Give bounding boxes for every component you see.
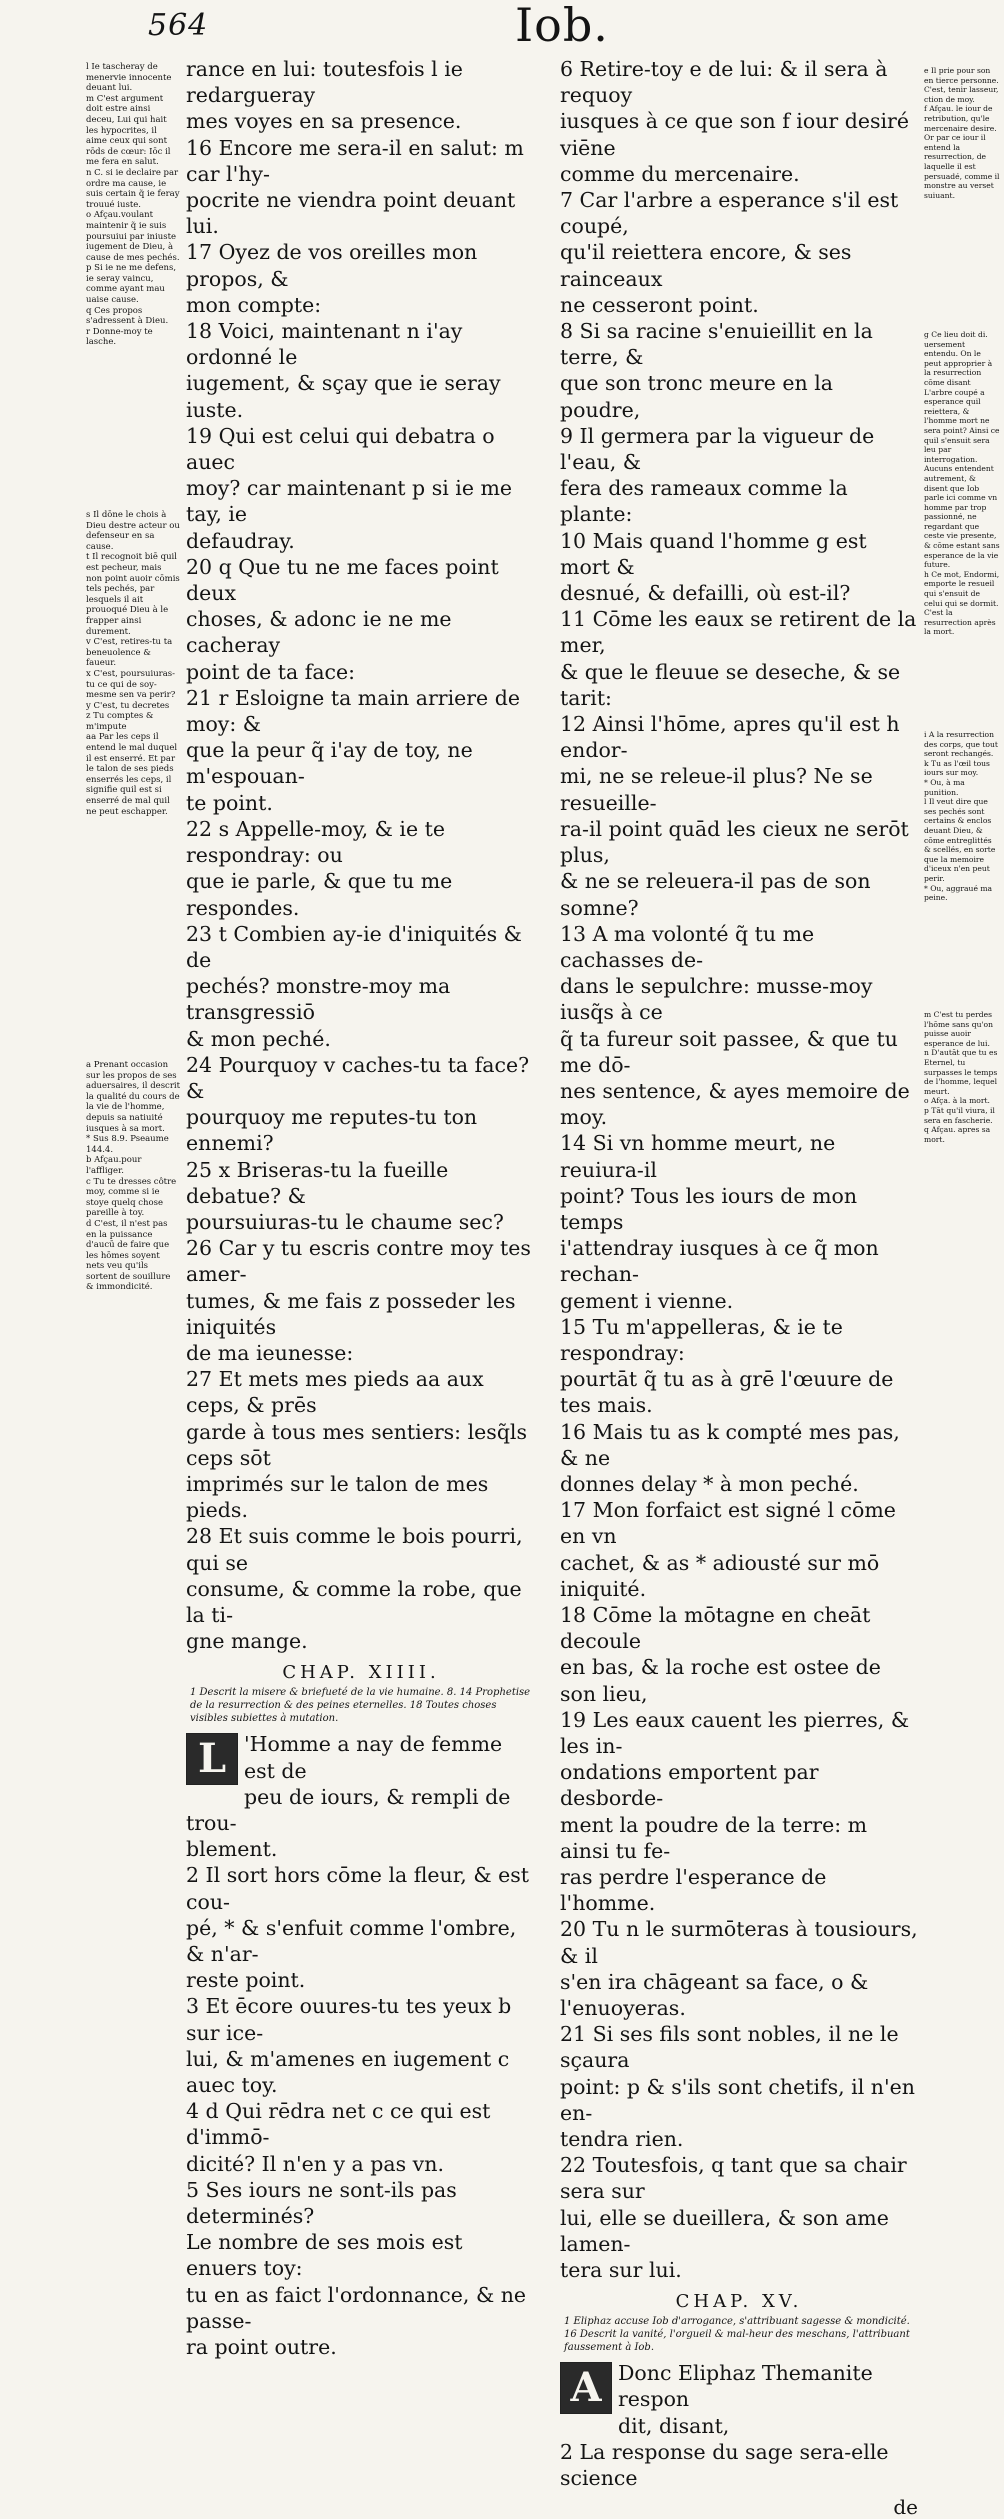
margin-note: c Tu te dresses côtre moy, comme si ie stoye quelq chose pareille à toy. (86, 1176, 177, 1219)
verse-line: 14 Si vn homme meurt, ne reuiura-il (560, 1131, 836, 1182)
verse-line: 28 Et suis comme le bois pourri, qui se (186, 1524, 523, 1575)
verse-line: peu de iours, & rempli de trou- (186, 1784, 511, 1835)
margin-note: i A la resurrection des corps, que tout seront rechangés. (924, 730, 998, 759)
left-text-column (186, 56, 536, 2360)
verse-line: 20 Tu n le surmōteras à tousiours, & il (560, 1917, 918, 1968)
left-margin-notes-middle (86, 510, 180, 817)
verse-line: Le nombre de ses mois est enuers toy: (186, 2230, 463, 2281)
verse-line: 17 Mon forfaict est signé l cōme en vn (560, 1498, 896, 1549)
verse-line: 12 Ainsi l'hōme, apres qu'il est h endor- (560, 712, 900, 763)
right-text-column (560, 56, 918, 2519)
margin-note: o Afçau.voulant maintenir q̃ ie suis poursuiui par iniuste iugement de Dieu, à cause de mes pechés. (86, 210, 180, 263)
verse-line: dit, disant, (618, 2413, 730, 2438)
verse-line: ne cesseront point. (560, 292, 759, 317)
verse-line: & ne se releuera-il pas de son somne? (560, 869, 871, 920)
chapter-13-verses (186, 56, 536, 1654)
verse-line: que la peur q̃ i'ay de toy, ne m'espouan- (186, 738, 473, 789)
chapter-15-verses (560, 2439, 918, 2491)
chapter-14-heading: CHAP. XIIII. (282, 1662, 440, 1684)
left-margin-notes-top (86, 62, 180, 348)
right-margin-notes-upper-middle (924, 330, 1000, 637)
verse-line: 15 Tu m'appelleras, & ie te respondray: (560, 1314, 843, 1365)
verse-line: 6 Retire-toy e de lui: & il sera à requoy (560, 57, 888, 108)
verse-line: 18 Cōme la mōtagne en cheāt decoule (560, 1602, 871, 1654)
verse-line: 9 Il germera par la vigueur de l'eau, & (560, 423, 875, 475)
margin-note: m C'est tu perdes l'hōme sans qu'on puisse auoir esperance de lui. (924, 1010, 994, 1048)
verse-line: i'attendray iusques à ce q̃ mon rechan- (560, 1236, 879, 1287)
verse-line: & mon peché. (186, 1026, 331, 1051)
verse-line: comme du mercenaire. (560, 161, 800, 186)
verse-line: qu'il reiettera encore, & ses rainceaux (560, 240, 852, 291)
margin-note: e Il prie pour son en tierce personne. C'est, tenir lasseur, ction de moy. (924, 66, 999, 104)
margin-note: aa Par les ceps il entend le mal duquel il est enserré. Et par le talon de ses pieds enserrés les ceps, il signifie quil est si enserré de mal quil ne peut eschapper. (86, 732, 178, 817)
verse-line: lui, elle se dueillera, & son ame lamen- (560, 2205, 889, 2256)
verse-line: 25 x Briseras-tu la fueille debatue? & (186, 1157, 449, 1208)
verse-line: 19 Les eaux cauent les pierres, & les in- (560, 1707, 910, 1758)
verse-line: que ie parle, & que tu me respondes. (186, 869, 453, 920)
verse-line: pourquoy me reputes-tu ton ennemi? (186, 1105, 478, 1156)
chapter-15-heading: CHAP. XV. (675, 2291, 803, 2313)
margin-note: v C'est, retires-tu ta beneuolence & faueur. (86, 637, 173, 669)
margin-note: y C'est, tu decretes (86, 700, 170, 711)
verse-line: 26 Car y tu escris contre moy tes amer- (186, 1236, 531, 1287)
verse-line: pocrite ne viendra point deuant lui. (186, 188, 516, 239)
verse-line: choses, & adonc ie ne me cacheray (186, 607, 452, 658)
verse-line: en bas, & la roche est ostee de son lieu, (560, 1655, 881, 1706)
margin-note: m C'est argument doit estre ainsi deceu, Lui qui hait les hypocrites, il aime ceux qui sont rōds de cœur: Iōc il me fera en salut. (86, 93, 171, 168)
margin-note: f Afçau. le iour de retribution, qu'le mercenaire desire. Or par ce iour il entend la resurrection, de laquelle il est persuadé, comme il monstre au verset suiuant. (924, 104, 1000, 200)
margin-note: p Tāt qu'il viura, il sera en fascherie. (924, 1105, 995, 1125)
chapter-15-summary: 1 Eliphaz accuse Iob d'arrogance, s'attribuant sagesse & mondicité. 16 Descrit la vanité, l'orgueil & mal-heur des meschans, l'attribuant faussement à Iob. (564, 2316, 910, 2354)
verse-line: desnué, & defailli, où est-il? (560, 581, 851, 606)
verse-line: 16 Encore me sera-il en salut: m car l'hy- (186, 135, 524, 186)
verse-line: ra-il point quād les cieux ne serōt plus, (560, 816, 909, 868)
drop-cap-initial: A (560, 2362, 612, 2414)
margin-note: h Ce mot, Endormi, emporte le resueil qui s'ensuit de celui qui se dormit. C'est la resurrection après la mort. (924, 569, 1000, 637)
verse-line: 19 Qui est celui qui debatra o auec (186, 423, 495, 475)
verse-line: 27 Et mets mes pieds aa aux ceps, & prēs (186, 1367, 484, 1418)
verse-line: 10 Mais quand l'homme g est mort & (560, 528, 867, 579)
catchword: de (893, 2495, 918, 2519)
verse-line: 21 r Esloigne ta main arriere de moy: & (186, 685, 520, 737)
right-margin-notes-lower-middle (924, 730, 1000, 903)
verse-line: 8 Si sa racine s'enuieillit en la terre, & (560, 319, 873, 370)
verse-line: 24 Pourquoy v caches-tu ta face? & (186, 1052, 530, 1103)
verse-line: ondations emportent par desborde- (560, 1760, 819, 1811)
verse-line: 20 q Que tu ne me faces point deux (186, 554, 499, 606)
margin-note: a Prenant occasion sur les propos de ses aduersaires, il descrit la qualité du cours de la vie de l'homme, depuis sa natiuité iusques à sa mort. (86, 1060, 181, 1134)
margin-note: s Il dōne le chois à Dieu destre acteur ou defenseur en sa cause. (86, 510, 180, 552)
verse-line: consume, & comme la robe, que la ti- (186, 1576, 522, 1627)
chapter-14-verses (186, 1862, 536, 2360)
margin-note: * Ou, à ma punition. (924, 777, 965, 797)
verse-line: mon compte: (186, 292, 322, 317)
drop-cap-initial: L (186, 1733, 238, 1785)
verse-line: gement i vienne. (560, 1288, 734, 1313)
verse-line: 11 Cōme les eaux se retirent de la mer, (560, 607, 917, 658)
verse-line: gne mange. (186, 1629, 308, 1654)
verse-line: point de ta face: (186, 659, 356, 684)
verse-line: 22 s Appelle-moy, & ie te respondray: ou (186, 816, 446, 868)
verse-line: tumes, & me fais z posseder les iniquités (186, 1288, 516, 1339)
verse-line: tu en as faict l'ordonnance, & ne passe- (186, 2282, 527, 2333)
verse-line: de ma ieunesse: (186, 1340, 354, 1365)
verse-line: dans le sepulchre: musse-moy iusq̃s à ce (560, 974, 873, 1025)
right-margin-notes-bottom (924, 1010, 1000, 1144)
verse-line: & que le fleuue se deseche, & se tarit: (560, 659, 901, 710)
verse-line: 4 d Qui rēdra net c ce qui est d'immō- (186, 2099, 491, 2150)
verse-line: s'en ira chāgeant sa face, o & l'enuoyeras. (560, 1969, 869, 2021)
right-margin-notes-top (924, 66, 1000, 200)
verse-line: nes sentence, & ayes memoire de moy. (560, 1078, 910, 1130)
margin-note: r Donne-moy te lasche. (86, 326, 153, 348)
margin-note: q Afçau. apres sa mort. (924, 1125, 991, 1144)
margin-note: * Ou, aggraué ma peine. (924, 883, 993, 903)
verse-line: 21 Si ses fils sont nobles, il ne le sçaura (560, 2022, 899, 2073)
verse-line: q̃ ta fureur soit passee, & que tu me dō- (560, 1026, 898, 1077)
verse-line: defaudray. (186, 528, 295, 553)
margin-note: p Si ie ne me defens, ie seray vaincu, comme ayant mau uaise cause. (86, 263, 177, 306)
verse-line: lui, & m'amenes en iugement c auec toy. (186, 2046, 510, 2098)
running-title: Iob. (515, 0, 609, 52)
verse-line: 2 La response du sage sera-elle science (560, 2439, 889, 2491)
verse-line: tera sur lui. (560, 2258, 682, 2283)
verse-line: imprimés sur le talon de mes pieds. (186, 1471, 489, 1523)
verse-line: reste point. (186, 1968, 306, 1993)
verse-line: 17 Oyez de vos oreilles mon propos, & (186, 240, 478, 291)
verse-line: mi, ne se releue-il plus? Ne se resueille- (560, 764, 873, 815)
verse-line: 2 Il sort hors cōme la fleur, & est cou- (186, 1863, 529, 1914)
margin-note: k Tu as l'œil tous iours sur moy. (924, 758, 990, 778)
verse-line: garde à tous mes sentiers: lesq̃ls ceps sōt (186, 1419, 528, 1470)
margin-note: q Ces propos s'adressent à Dieu. (86, 305, 169, 327)
verse-line: pé, * & s'enfuit comme l'ombre, & n'ar- (186, 1915, 517, 1967)
margin-note: o Afça. à la mort. (924, 1096, 990, 1106)
margin-note: t Il recognoit biē quil est pecheur, mais non point auoir cōmis tels pechés, par lesquels il ait prouoqué Dieu à le frapper ainsi durement. (86, 552, 180, 637)
margin-note: * Sus 8.9. Pseaume 144.4. (86, 1134, 169, 1155)
margin-note: n C. si ie declaire par ordre ma cause, ie suis certain q̃ ie feray trouué iuste. (86, 167, 180, 210)
verse-line: mes voyes en sa presence. (186, 109, 462, 134)
verse-line: fera des rameaux comme la plante: (560, 476, 848, 527)
verse-line: ras perdre l'esperance de l'homme. (560, 1865, 827, 1916)
verse-line: 3 Et ēcore ouures-tu tes yeux b sur ice- (186, 1994, 512, 2045)
verse-line: 16 Mais tu as k compté mes pas, & ne (560, 1419, 900, 1470)
verse-line: 23 t Combien ay-ie d'iniquités & de (186, 921, 522, 972)
page-number: 564 (148, 8, 209, 43)
verse-line: pechés? monstre-moy ma transgressiō (186, 974, 451, 1025)
verse-line: que son tronc meure en la poudre, (560, 371, 833, 422)
verse-line: ment la poudre de la terre: m ainsi tu fe- (560, 1812, 868, 1863)
margin-note: l Il veut dire que ses pechés sont certains & enclos deuant Dieu, & cōme entreglittés & scellés, en sorte que la memoire d'iceux n'en peut perir. (924, 797, 996, 883)
left-margin-notes-bottom (86, 1060, 180, 1293)
verse-line: point: p & s'ils sont chetifs, il n'en en- (560, 2074, 915, 2125)
verse-line: iusques à ce que son f iour desiré viēne (560, 109, 909, 160)
verse-line: blement. (186, 1837, 278, 1862)
verse-line: donnes delay * à mon peché. (560, 1471, 859, 1496)
verse-line: point? Tous les iours de mon temps (560, 1183, 858, 1234)
chapter-14-opening (186, 1731, 536, 1862)
verse-line: iugement, & sçay que ie seray iuste. (186, 371, 501, 422)
verse-line: moy? car maintenant p si ie me tay, ie (186, 476, 513, 527)
verse-line: rance en lui: toutesfois l ie redargueray (186, 57, 463, 108)
verse-line: 5 Ses iours ne sont-ils pas determinés? (186, 2177, 457, 2229)
chapter-14-summary: 1 Descrit la misere & briefueté de la vie humaine. 8. 14 Prophetise de la resurrection & des peines eternelles. 18 Toutes choses visibles subiettes à mutation. (190, 1687, 531, 1725)
margin-note: d C'est, il n'est pas en la puissance d'aucū de faire que les hōmes soyent nets veu qu'ils sortent de souillure & immondicité. (86, 1218, 171, 1293)
margin-note: z Tu comptes & m'impute (86, 711, 154, 732)
verse-line: Donc Eliphaz Themanite respon (618, 2361, 873, 2412)
verse-line: poursuiuras-tu le chaume sec? (186, 1209, 504, 1234)
verse-line: 18 Voici, maintenant n i'ay ordonné le (186, 319, 463, 370)
verse-line: cachet, & as * adiousté sur mō iniquité. (560, 1550, 880, 1601)
verse-line: 'Homme a nay de femme est de (244, 1732, 503, 1783)
chapter-14-continued-verses (560, 56, 918, 2283)
verse-line: tendra rien. (560, 2127, 684, 2152)
verse-line: ra point outre. (186, 2335, 337, 2360)
chapter-15-opening (560, 2360, 918, 2439)
verse-line: pourtāt q̃ tu as à grē l'œuure de tes mais. (560, 1367, 894, 1418)
verse-line: 7 Car l'arbre a esperance s'il est coupé, (560, 188, 899, 239)
verse-line: 22 Toutesfois, q tant que sa chair sera sur (560, 2153, 907, 2204)
verse-line: dicité? Il n'en y a pas vn. (186, 2151, 444, 2176)
margin-note: l Ie tascheray de menervie innocente deuant lui. (86, 62, 172, 94)
margin-note: n D'autāt que tu es Eternel, tu surpasses le temps de l'homme, lequel meurt. (924, 1048, 998, 1096)
verse-line: te point. (186, 790, 273, 815)
verse-line: 13 A ma volonté q̃ tu me cachasses de- (560, 921, 815, 972)
margin-note: x C'est, poursuiuras-tu ce qui de soy-mesme sen va perir? (86, 668, 176, 701)
margin-note: b Afçau.pour l'affliger. (86, 1155, 142, 1176)
margin-note: g Ce lieu doit di. uersement entendu. On le peut approprier à la resurrection cōme disant L'arbre coupé a esperance quil reiettera, & l'homme mort ne sera point? Ainsi ce quil s'ensuit sera leu par interrogation. Aucuns entendent autrement, & disent que Iob parle ici comme vn homme par trop passionné, ne regardant que ceste vie presente, & cōme estant sans esperance de la vie future. (924, 330, 1000, 570)
